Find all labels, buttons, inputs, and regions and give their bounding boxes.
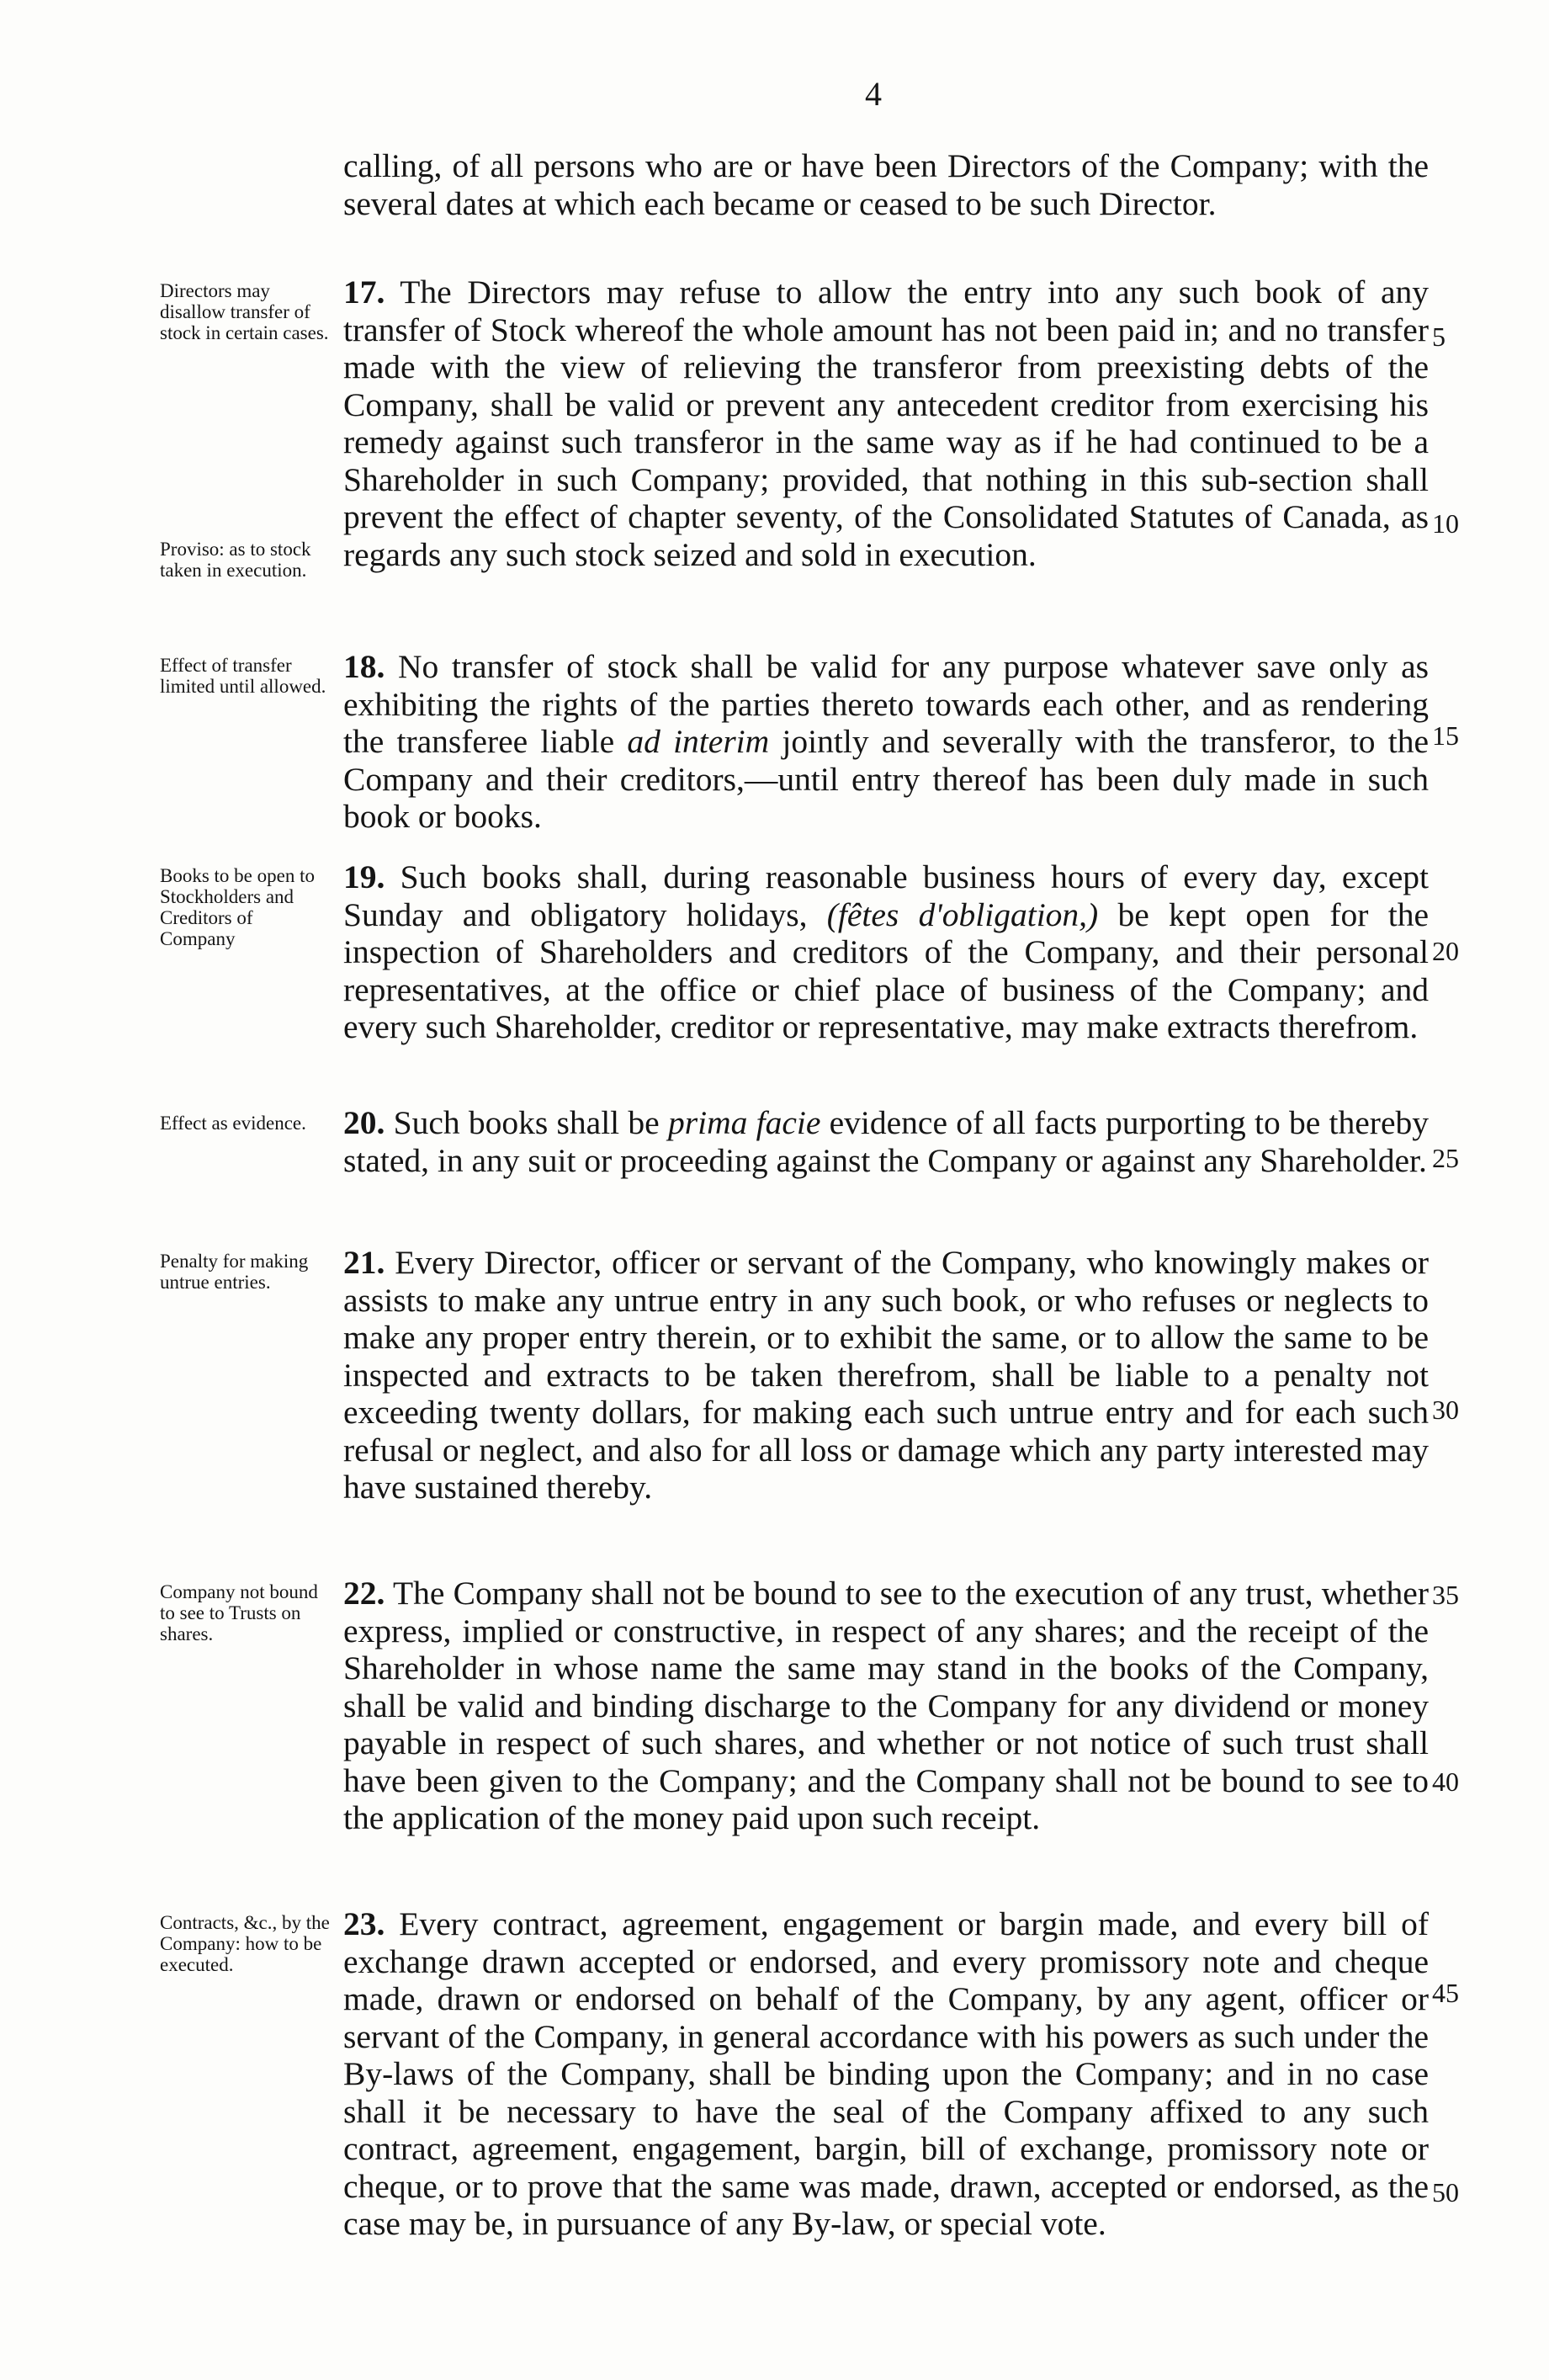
- section-number: 17.: [343, 274, 385, 311]
- section-text: The Directors may refuse to allow the entry into any such book of any transfer of Stock whereof the whole amount has not been paid in; and no transfer made with the view of relieving the transferor from preexisting debts of the Company, shall be valid or prevent any antecedent creditor from exercising his remedy against such transferor in the same way as if he had continued to be a Shareholder in such Company; provided, that nothing in this sub-section shall prevent the effect of chapter seventy, of the Consolidated Statutes of Canada, as regards any such stock seized and sold in execution.: [343, 274, 1429, 573]
- intro-paragraph: calling, of all persons who are or have been Directors of the Company; with the several dates at which each became or ceased to be such Director.: [343, 147, 1429, 222]
- section-text: Every contract, agreement, engagement or bargin made, and every bill of exchange drawn accepted or endorsed, and every promissory note and cheque made, drawn or endorsed on behalf of the Company, by any agent, officer or servant of the Company, in general accordance with his powers as such under the By-laws of the Company, shall be binding upon the Company; and in no case shall it be necessary to have the seal of the Company affixed to any such contract, agreement, engagement, bargin, bill of exchange, promissory note or cheque, or to prove that the same was made, drawn, accepted or endorsed, as the case may be, in pursuance of any By-law, or special vote.: [343, 1905, 1429, 2242]
- margin-note: Penalty for making untrue entries.: [160, 1251, 309, 1293]
- section-18: [343, 648, 1429, 836]
- margin-note: Effect as evidence.: [160, 1113, 306, 1134]
- section-text: evidence of all facts purporting to be thereby stated, in any suit or proceeding against the Company or against any Shareholder.: [343, 1104, 1429, 1179]
- section-text: The Company shall not be bound to see to the execution of any trust, whether express, implied or constructive, in respect of any shares; and the receipt of the Shareholder in whose name the same may stand in the books of the Company, shall be valid and binding discharge to the Company for any dividend or money payable in respect of such shares, and whether or not notice of such trust shall have been given to the Company; and the Company shall not be bound to see to the application of the money paid upon such receipt.: [343, 1575, 1429, 1836]
- section-21: [343, 1244, 1429, 1506]
- line-number: 50: [1432, 2177, 1459, 2207]
- section-23: [343, 1905, 1429, 2243]
- section-number: 23.: [343, 1905, 385, 1942]
- section-text: Such books shall, during reasonable business hours of every day, except Sunday and obligatory holidays,: [343, 858, 1429, 933]
- section-text: be kept open for the inspection of Shareholders and creditors of the Company, and their personal representatives, at the office or chief place of business of the Company; and every such Shareholder, creditor or representative, may make extracts therefrom.: [343, 895, 1429, 1045]
- section-text: No transfer of stock shall be valid for any purpose whatever save only as exhibiting the rights of the parties thereto towards each other, and as rendering the transferee liable: [343, 648, 1430, 760]
- section-number: 18.: [343, 648, 385, 685]
- section-italic-text: (fêtes d'obligation,): [826, 895, 1099, 933]
- margin-note: Contracts, &c., by the Company: how to be executed.: [160, 1912, 330, 1975]
- page-number: 4: [865, 75, 882, 113]
- section-text: Such books shall be: [393, 1104, 660, 1141]
- margin-note: Proviso: as to stock taken in execution.: [160, 539, 311, 581]
- section-text: jointly and severally with the transferor, to the Company and their creditors,—until entry thereof has been duly made in such book or books.: [343, 723, 1430, 835]
- section-number: 20.: [343, 1104, 385, 1141]
- section-19: [343, 858, 1429, 1046]
- margin-note: Effect of transfer limited until allowed.: [160, 655, 326, 697]
- line-number: 20: [1432, 936, 1459, 966]
- margin-note: Directors may disallow transfer of stock in certain cases.: [160, 280, 329, 343]
- section-number: 22.: [343, 1575, 385, 1612]
- line-number: 45: [1432, 1978, 1459, 2008]
- line-number: 35: [1432, 1580, 1459, 1610]
- section-italic-text: prima facie: [667, 1104, 821, 1141]
- margin-note: Books to be open to Stockholders and Creditors of Company: [160, 865, 315, 949]
- line-number: 30: [1432, 1395, 1459, 1425]
- line-number: 15: [1432, 720, 1459, 751]
- line-number: 40: [1432, 1766, 1459, 1797]
- margin-note: Company not bound to see to Trusts on shares.: [160, 1581, 318, 1644]
- section-17: [343, 274, 1429, 573]
- section-italic-text: ad interim: [627, 723, 770, 760]
- section-number: 21.: [343, 1244, 385, 1281]
- section-text: Every Director, officer or servant of the Company, who knowingly makes or assists to make any untrue entry in any such book, or who refuses or neglects to make any proper entry therein, or to exhibit the same, or to allow the same to be inspected and extracts to be taken therefrom, shall be liable to a penalty not exceeding twenty dollars, for making each such untrue entry and for each such refusal or neglect, and also for all loss or damage which any party interested may have sustained thereby.: [343, 1244, 1430, 1506]
- section-number: 19.: [343, 858, 385, 895]
- line-number: 25: [1432, 1143, 1459, 1173]
- section-22: [343, 1575, 1429, 1837]
- section-20: [343, 1104, 1429, 1179]
- line-number: 10: [1432, 508, 1459, 539]
- line-number: 5: [1432, 321, 1446, 352]
